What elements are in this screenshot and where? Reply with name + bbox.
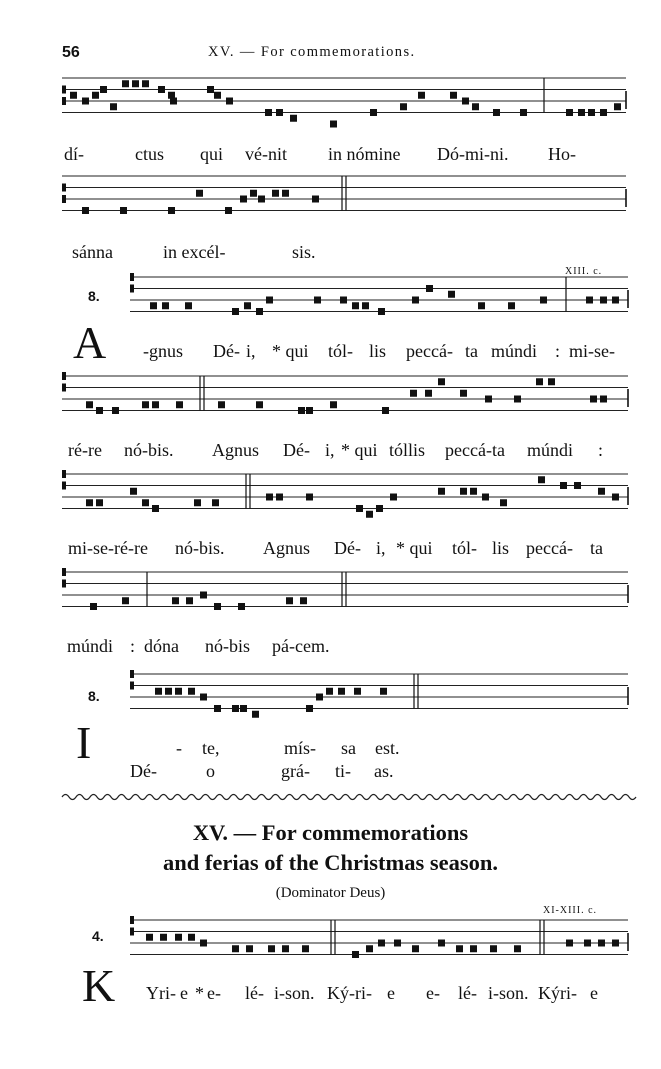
neume-note: [460, 390, 467, 397]
clef-mark: [62, 482, 66, 490]
neume-note: [590, 396, 597, 403]
neume-note: [276, 494, 283, 501]
lyric-syllable: in nómine: [328, 144, 401, 164]
neume-note: [100, 86, 107, 93]
neume-note: [225, 207, 232, 214]
neume-note: [142, 401, 149, 408]
neume-note: [438, 488, 445, 495]
neume-note: [185, 302, 192, 309]
neume-note: [514, 396, 521, 403]
neume-note: [92, 92, 99, 99]
neume-note: [500, 499, 507, 506]
neume-note: [338, 688, 345, 695]
clef-mark: [130, 928, 134, 936]
neume-note: [462, 98, 469, 105]
lyric-syllable: lé-: [245, 983, 264, 1003]
neume-note: [538, 476, 545, 483]
lyric-syllable: mi-se-: [569, 341, 615, 361]
lyric-syllable: Dé-: [283, 440, 310, 460]
neume-note: [276, 109, 283, 116]
neume-note: [96, 499, 103, 506]
lyric-syllable: nó-bis.: [175, 538, 225, 558]
clef-mark: [62, 372, 66, 380]
neume-note: [612, 297, 619, 304]
section-title: XV. — For commemorations: [192, 820, 469, 845]
lyric-syllable: * qui: [396, 538, 433, 558]
neume-note: [158, 86, 165, 93]
neume-note: [152, 505, 159, 512]
neume-note: [110, 103, 117, 110]
neume-note: [282, 945, 289, 952]
lyric-syllable: dí-: [64, 144, 84, 164]
neume-note: [232, 945, 239, 952]
neume-note: [290, 115, 297, 122]
lyric-syllable: Yri-: [146, 983, 176, 1003]
neume-note: [485, 396, 492, 403]
neume-note: [155, 688, 162, 695]
lyric-syllable: peccá-: [406, 341, 453, 361]
clef-mark: [62, 384, 66, 392]
neume-note: [456, 945, 463, 952]
running-title: XV. — For commemorations.: [208, 44, 416, 60]
neume-note: [448, 291, 455, 298]
neume-note: [600, 109, 607, 116]
neume-note: [560, 482, 567, 489]
lyric-syllable: in excél-: [163, 242, 226, 262]
neume-note: [188, 934, 195, 941]
neume-note: [122, 597, 129, 604]
lyric-syllable: Dé-: [213, 341, 240, 361]
lyric-syllable: * qui: [341, 440, 378, 460]
neume-note: [244, 302, 251, 309]
neume-note: [266, 494, 273, 501]
lyric-syllable: Kýri-: [538, 983, 577, 1003]
lyric-syllable: e: [180, 983, 188, 1003]
mode-number: 4.: [92, 928, 104, 944]
neume-note: [90, 603, 97, 610]
neume-note: [300, 597, 307, 604]
neume-note: [514, 945, 521, 952]
lyric-syllable: Dé-: [130, 761, 157, 781]
neume-note: [598, 488, 605, 495]
lyric-syllable: i,: [246, 341, 256, 361]
neume-note: [214, 92, 221, 99]
neume-note: [340, 297, 347, 304]
neume-note: [168, 207, 175, 214]
lyric-syllable: e: [590, 983, 598, 1003]
neume-note: [258, 196, 265, 203]
neume-note: [82, 207, 89, 214]
clef-mark: [62, 184, 66, 192]
neume-note: [306, 705, 313, 712]
neume-note: [520, 109, 527, 116]
neume-note: [478, 302, 485, 309]
neume-note: [352, 951, 359, 958]
neume-note: [232, 705, 239, 712]
neume-note: [470, 945, 477, 952]
lyric-syllable: sis.: [292, 242, 316, 262]
lyric-syllable: tól-: [328, 341, 353, 361]
lyric-syllable: Ký-ri-: [327, 983, 372, 1003]
neume-note: [470, 488, 477, 495]
lyric-syllable: grá-: [281, 761, 310, 781]
neume-note: [418, 92, 425, 99]
lyric-syllable: Dó-mi-ni.: [437, 144, 509, 164]
neume-note: [540, 297, 547, 304]
lyric-syllable: sánna: [72, 242, 113, 262]
neume-note: [196, 190, 203, 197]
initial-letter: I: [76, 717, 92, 768]
neume-note: [176, 401, 183, 408]
neume-note: [574, 482, 581, 489]
lyric-syllable: ctus: [135, 144, 164, 164]
lyric-syllable: :: [598, 440, 604, 460]
neume-note: [314, 297, 321, 304]
lyric-syllable: mís-: [284, 738, 317, 758]
neume-note: [172, 597, 179, 604]
neume-note: [426, 285, 433, 292]
neume-note: [612, 494, 619, 501]
lyric-syllable: i-son.: [274, 983, 315, 1003]
neume-note: [330, 401, 337, 408]
neume-note: [175, 688, 182, 695]
mode-number: 8.: [88, 688, 100, 704]
neume-note: [265, 109, 272, 116]
section-subtitle: (Dominator Deus): [275, 885, 386, 901]
neume-note: [175, 934, 182, 941]
lyric-syllable: ti-: [335, 761, 351, 781]
lyric-syllable: te,: [202, 738, 220, 758]
neume-note: [588, 109, 595, 116]
neume-note: [200, 694, 207, 701]
lyric-syllable: peccá-ta: [445, 440, 505, 460]
neume-note: [122, 80, 129, 87]
neume-note: [188, 688, 195, 695]
page-number: 56: [62, 44, 80, 61]
lyric-syllable: Agnus: [263, 538, 311, 558]
neume-note: [366, 511, 373, 518]
clef-mark: [62, 580, 66, 588]
neume-note: [394, 940, 401, 947]
neume-note: [316, 694, 323, 701]
neume-note: [70, 92, 77, 99]
neume-note: [186, 597, 193, 604]
lyric-syllable: nó-bis: [205, 636, 250, 656]
century-marker: XIII. c.: [565, 266, 603, 277]
lyric-syllable: * qui: [272, 341, 309, 361]
neume-note: [282, 190, 289, 197]
lyric-syllable: dóna: [144, 636, 179, 656]
neume-note: [132, 80, 139, 87]
neume-note: [378, 940, 385, 947]
lyric-syllable: pá-cem.: [272, 636, 330, 656]
century-marker: XI-XIII. c.: [543, 905, 598, 916]
lyric-syllable: tól-: [452, 538, 477, 558]
neume-note: [482, 494, 489, 501]
neume-note: [460, 488, 467, 495]
neume-note: [306, 407, 313, 414]
neume-note: [566, 109, 573, 116]
neume-note: [250, 190, 257, 197]
neume-note: [400, 103, 407, 110]
neume-note: [238, 603, 245, 610]
neume-note: [146, 934, 153, 941]
neume-note: [120, 207, 127, 214]
neume-note: [380, 688, 387, 695]
section-title-line2: and ferias of the Christmas season.: [163, 850, 498, 875]
clef-mark: [130, 273, 134, 281]
lyric-syllable: peccá-: [526, 538, 573, 558]
lyric-syllable: o: [206, 761, 215, 781]
lyric-syllable: lé-: [458, 983, 477, 1003]
neume-note: [612, 940, 619, 947]
neume-note: [214, 603, 221, 610]
neume-note: [354, 688, 361, 695]
lyric-syllable: *: [195, 983, 204, 1003]
neume-note: [200, 592, 207, 599]
neume-note: [256, 401, 263, 408]
neume-note: [142, 80, 149, 87]
mode-number: 8.: [88, 288, 100, 304]
lyric-syllable: e-: [207, 983, 221, 1003]
neume-note: [298, 407, 305, 414]
neume-note: [266, 297, 273, 304]
neume-note: [86, 401, 93, 408]
lyric-syllable: i,: [376, 538, 386, 558]
lyric-syllable: mi-se-ré-re: [68, 538, 148, 558]
lyric-syllable: i-son.: [488, 983, 529, 1003]
clef-mark: [62, 86, 66, 94]
lyric-syllable: -: [176, 738, 182, 758]
neume-note: [536, 378, 543, 385]
lyric-syllable: e-: [426, 983, 440, 1003]
ornament-border: [62, 795, 636, 800]
neume-note: [382, 407, 389, 414]
lyric-syllable: as.: [374, 761, 394, 781]
neume-note: [438, 378, 445, 385]
lyric-syllable: -gnus: [143, 341, 183, 361]
lyric-syllable: ré-re: [68, 440, 102, 460]
neume-note: [218, 401, 225, 408]
clef-mark: [62, 568, 66, 576]
neume-note: [150, 302, 157, 309]
neume-note: [566, 940, 573, 947]
lyric-syllable: Agnus: [212, 440, 260, 460]
clef-mark: [62, 97, 66, 105]
clef-mark: [130, 670, 134, 678]
neume-note: [410, 390, 417, 397]
lyric-syllable: ta: [590, 538, 603, 558]
lyric-syllable: sa: [341, 738, 356, 758]
neume-note: [160, 934, 167, 941]
neume-note: [366, 945, 373, 952]
neume-note: [425, 390, 432, 397]
neume-note: [330, 121, 337, 128]
lyric-syllable: qui: [200, 144, 224, 164]
neume-note: [362, 302, 369, 309]
neume-note: [472, 103, 479, 110]
neume-note: [256, 308, 263, 315]
neume-note: [376, 505, 383, 512]
neume-note: [96, 407, 103, 414]
lyric-syllable: ta: [465, 341, 478, 361]
neume-note: [112, 407, 119, 414]
lyric-syllable: e: [387, 983, 395, 1003]
neume-note: [312, 196, 319, 203]
lyric-syllable: múndi: [67, 636, 114, 656]
neume-note: [493, 109, 500, 116]
lyric-syllable: múndi: [527, 440, 574, 460]
neume-note: [352, 302, 359, 309]
neume-note: [232, 308, 239, 315]
clef-mark: [130, 285, 134, 293]
neume-note: [356, 505, 363, 512]
neume-note: [450, 92, 457, 99]
lyric-syllable: est.: [375, 738, 400, 758]
lyric-syllable: Ho-: [548, 144, 576, 164]
neume-note: [207, 86, 214, 93]
neume-note: [598, 940, 605, 947]
lyric-syllable: múndi: [491, 341, 538, 361]
lyric-syllable: :: [130, 636, 136, 656]
neume-note: [194, 499, 201, 506]
neume-note: [490, 945, 497, 952]
neume-note: [378, 308, 385, 315]
neume-note: [586, 297, 593, 304]
neume-note: [412, 297, 419, 304]
clef-mark: [130, 682, 134, 690]
lyric-syllable: tóllis: [389, 440, 426, 460]
neume-note: [252, 711, 259, 718]
neume-note: [614, 103, 621, 110]
neume-note: [600, 396, 607, 403]
neume-note: [600, 297, 607, 304]
neume-note: [82, 98, 89, 105]
neume-note: [412, 945, 419, 952]
neume-note: [548, 378, 555, 385]
initial-letter: K: [82, 960, 116, 1011]
neume-note: [226, 98, 233, 105]
lyric-syllable: lis: [369, 341, 387, 361]
neume-note: [302, 945, 309, 952]
lyric-syllable: i,: [325, 440, 335, 460]
clef-mark: [130, 916, 134, 924]
neume-note: [246, 945, 253, 952]
neume-note: [268, 945, 275, 952]
neume-note: [152, 401, 159, 408]
neume-note: [142, 499, 149, 506]
neume-note: [170, 98, 177, 105]
initial-letter: A: [73, 317, 107, 368]
lyric-syllable: nó-bis.: [124, 440, 174, 460]
clef-mark: [62, 195, 66, 203]
neume-note: [438, 940, 445, 947]
neume-note: [578, 109, 585, 116]
neume-note: [370, 109, 377, 116]
neume-note: [508, 302, 515, 309]
neume-note: [584, 940, 591, 947]
neume-note: [162, 302, 169, 309]
neume-note: [86, 499, 93, 506]
neume-note: [272, 190, 279, 197]
neume-note: [212, 499, 219, 506]
lyric-syllable: Dé-: [334, 538, 361, 558]
neume-note: [240, 705, 247, 712]
clef-mark: [62, 470, 66, 478]
neume-note: [130, 488, 137, 495]
neume-note: [200, 940, 207, 947]
neume-note: [240, 196, 247, 203]
lyric-syllable: lis: [492, 538, 510, 558]
neume-note: [326, 688, 333, 695]
lyric-syllable: vé-nit: [245, 144, 287, 164]
neume-note: [165, 688, 172, 695]
lyric-syllable: :: [555, 341, 561, 361]
neume-note: [306, 494, 313, 501]
neume-note: [214, 705, 221, 712]
neume-note: [286, 597, 293, 604]
neume-note: [390, 494, 397, 501]
